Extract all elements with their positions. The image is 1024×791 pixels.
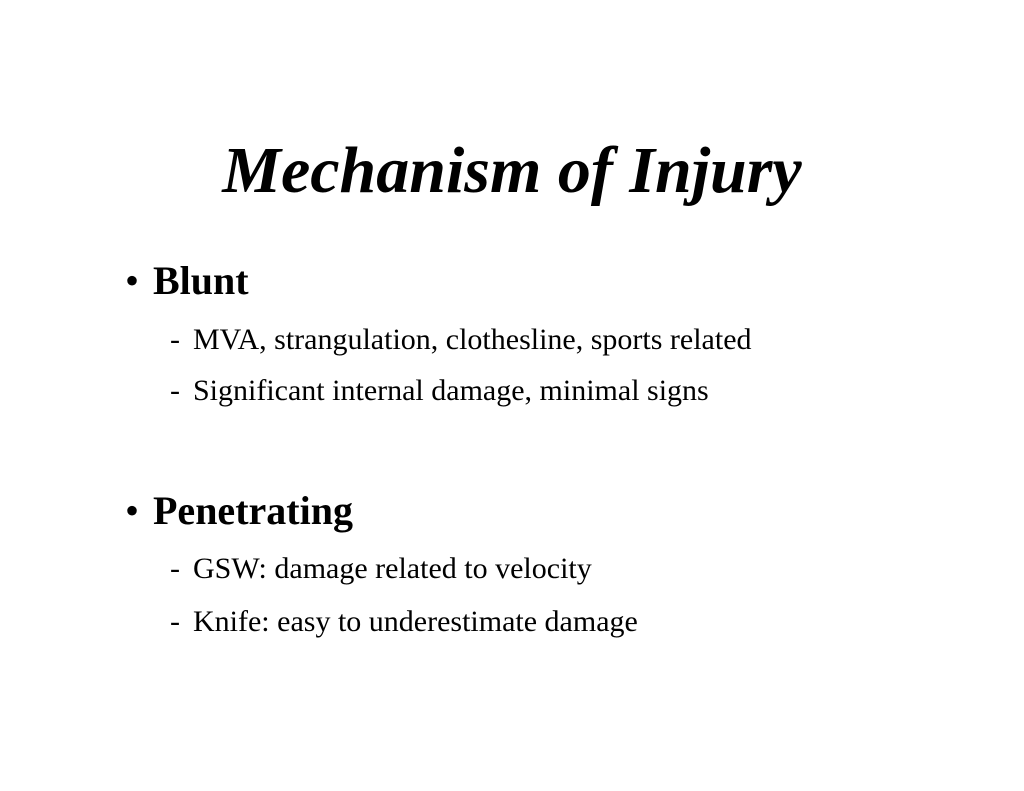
sub-bullet-marker: -	[170, 374, 180, 407]
sub-bullet-text: Knife: easy to underestimate damage	[193, 605, 638, 638]
sub-bullet-text: MVA, strangulation, clothesline, sports related	[193, 323, 752, 356]
sub-bullet-marker: -	[170, 552, 180, 585]
sub-bullet-text: Significant internal damage, minimal signs	[193, 374, 709, 407]
bullet-marker: •	[125, 258, 140, 303]
bullet-heading-label: Penetrating	[153, 488, 353, 533]
sub-bullet-text: GSW: damage related to velocity	[193, 552, 592, 585]
sub-bullet-marker: -	[170, 605, 180, 638]
bullet-marker: •	[125, 488, 140, 533]
slide-title: Mechanism of Injury	[222, 134, 802, 207]
sub-bullet-item	[170, 551, 592, 587]
sub-bullet-item	[170, 604, 638, 640]
bullet-heading-blunt	[125, 257, 249, 305]
sub-bullet-item	[170, 322, 752, 358]
sub-bullet-item	[170, 373, 709, 409]
sub-bullet-marker: -	[170, 323, 180, 356]
bullet-heading-label: Blunt	[153, 258, 249, 303]
bullet-heading-penetrating	[125, 487, 353, 535]
